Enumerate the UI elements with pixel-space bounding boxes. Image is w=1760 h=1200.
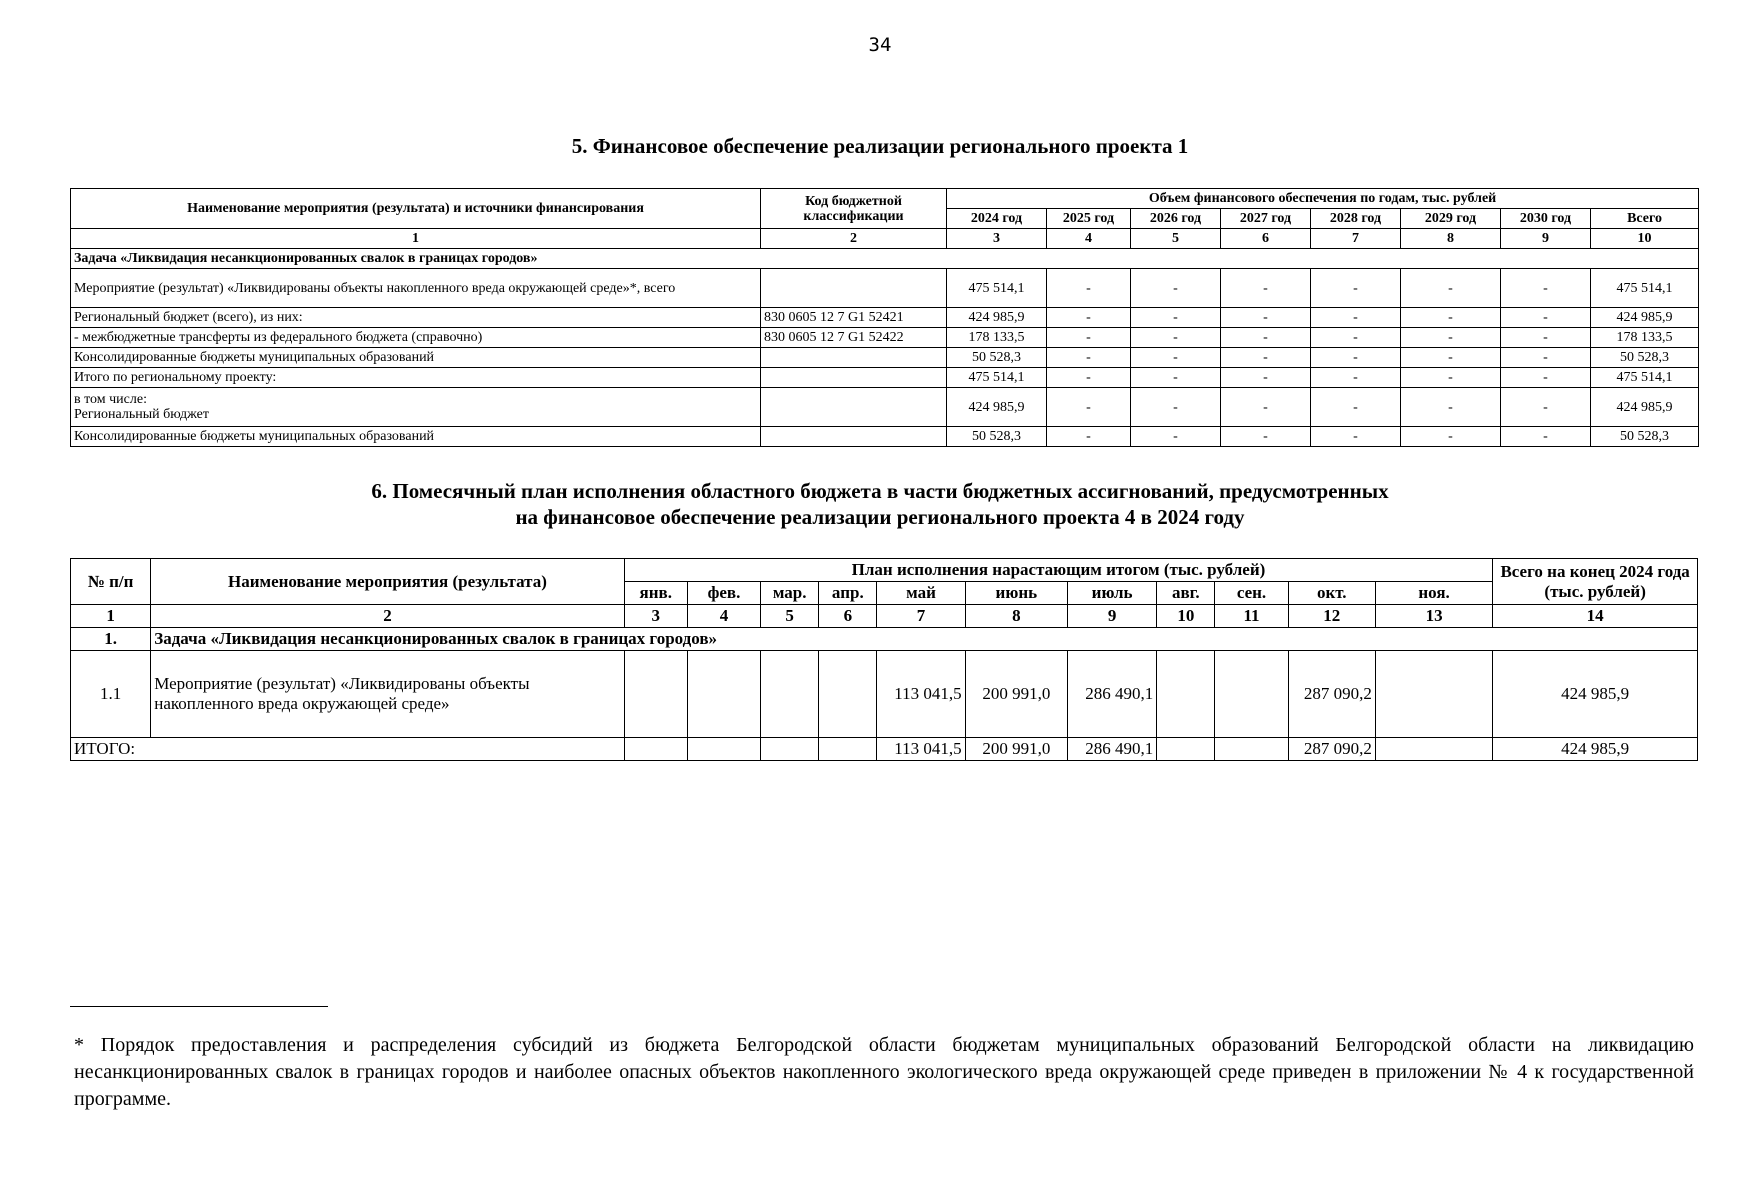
row-dash: - (1221, 348, 1311, 368)
section-6-title-line1: 6. Помесячный план исполнения областного бюджета в части бюджетных ассигнований, предусмотренных (371, 479, 1389, 503)
row-total: 424 985,9 (1591, 388, 1699, 427)
row-dash: - (1131, 328, 1221, 348)
section-6-title-line2: на финансовое обеспечение реализации регионального проекта 4 в 2024 году (515, 505, 1245, 529)
column-number: 13 (1375, 605, 1492, 628)
row-dash: - (1221, 328, 1311, 348)
row-name: Мероприятие (результат) «Ликвидированы объекты накопленного вреда окружающей среде» (151, 651, 624, 738)
column-number: 4 (687, 605, 760, 628)
cell-mar (761, 738, 819, 761)
table-row (71, 388, 1699, 427)
row-name-line1: в том числе: (74, 392, 147, 407)
row-dash: - (1501, 348, 1591, 368)
column-number: 6 (819, 605, 877, 628)
column-number: 5 (1131, 229, 1221, 249)
footnote: * Порядок предоставления и распределения субсидий из бюджета Белгородской области бюджетам муниципальных образований Белгородской области на ликвидацию несанкционированных свалок в границах городов и наиболее опасных объектов накопленного экологического вреда окружающей среде приведен в приложении № 4 к государственной программе. (74, 1034, 1694, 1110)
financing-table (70, 188, 1699, 447)
row-dash: - (1311, 368, 1401, 388)
row-name: Итого по региональному проекту: (71, 368, 761, 388)
cell-july: 286 490,1 (1067, 651, 1156, 738)
cell-june: 200 991,0 (965, 651, 1067, 738)
cell-jan (624, 738, 687, 761)
row-dash: - (1311, 348, 1401, 368)
header-year: 2028 год (1311, 209, 1401, 229)
row-dash: - (1131, 368, 1221, 388)
cell-feb (687, 738, 760, 761)
table-row (71, 308, 1699, 328)
header-month: май (877, 582, 965, 605)
table-row (71, 269, 1699, 308)
row-2024: 475 514,1 (947, 368, 1047, 388)
header-year: 2026 год (1131, 209, 1221, 229)
task-row: Задача «Ликвидация несанкционированных свалок в границах городов» (71, 249, 1699, 269)
column-number: 3 (947, 229, 1047, 249)
row-dash: - (1401, 388, 1501, 427)
row-2024: 178 133,5 (947, 328, 1047, 348)
row-name (71, 388, 761, 427)
column-number: 7 (877, 605, 965, 628)
row-dash: - (1221, 269, 1311, 308)
cell-total: 424 985,9 (1493, 738, 1698, 761)
row-total: 50 528,3 (1591, 427, 1699, 447)
row-dash: - (1311, 388, 1401, 427)
row-2024: 50 528,3 (947, 427, 1047, 447)
row-name-line2: Региональный бюджет (74, 407, 209, 422)
header-month: авг. (1157, 582, 1215, 605)
cell-mar (761, 651, 819, 738)
header-month: апр. (819, 582, 877, 605)
row-dash: - (1311, 269, 1401, 308)
header-month: фев. (687, 582, 760, 605)
cell-apr (819, 738, 877, 761)
row-dash: - (1047, 348, 1131, 368)
cell-aug (1157, 738, 1215, 761)
column-number: 2 (151, 605, 624, 628)
row-dash: - (1401, 328, 1501, 348)
cell-feb (687, 651, 760, 738)
row-2024: 50 528,3 (947, 348, 1047, 368)
header-month: окт. (1288, 582, 1375, 605)
column-number: 8 (965, 605, 1067, 628)
row-name: Региональный бюджет (всего), из них: (71, 308, 761, 328)
section-5-title: 5. Финансовое обеспечение реализации регионального проекта 1 (571, 134, 1189, 158)
column-number: 10 (1157, 605, 1215, 628)
row-dash: - (1311, 427, 1401, 447)
row-dash: - (1401, 269, 1501, 308)
cell-may: 113 041,5 (877, 651, 965, 738)
header-name: Наименование мероприятия (результата) и источники финансирования (71, 189, 761, 229)
row-dash: - (1047, 328, 1131, 348)
column-number: 14 (1493, 605, 1698, 628)
table-row (71, 368, 1699, 388)
row-dash: - (1047, 388, 1131, 427)
task-number: 1. (71, 628, 151, 651)
header-month: июль (1067, 582, 1156, 605)
header-code: Код бюджетной классификации (761, 189, 947, 229)
row-total: 178 133,5 (1591, 328, 1699, 348)
column-number: 7 (1311, 229, 1401, 249)
row-dash: - (1221, 308, 1311, 328)
row-dash: - (1501, 328, 1591, 348)
column-number: 11 (1215, 605, 1288, 628)
header-name: Наименование мероприятия (результата) (151, 559, 624, 605)
row-name: Консолидированные бюджеты муниципальных образований (71, 427, 761, 447)
row-dash: - (1501, 427, 1591, 447)
header-total: Всего (1591, 209, 1699, 229)
row-total: 50 528,3 (1591, 348, 1699, 368)
cell-oct: 287 090,2 (1288, 738, 1375, 761)
row-name: Консолидированные бюджеты муниципальных образований (71, 348, 761, 368)
cell-total: 424 985,9 (1493, 651, 1698, 738)
row-code (761, 368, 947, 388)
itogo-label: ИТОГО: (71, 738, 625, 761)
header-year: 2029 год (1401, 209, 1501, 229)
row-name: - межбюджетные трансферты из федерального бюджета (справочно) (71, 328, 761, 348)
header-plan: План исполнения нарастающим итогом (тыс. рублей) (624, 559, 1493, 582)
header-year: 2027 год (1221, 209, 1311, 229)
row-2024: 424 985,9 (947, 308, 1047, 328)
header-month: сен. (1215, 582, 1288, 605)
monthly-plan-table (70, 558, 1698, 761)
row-2024: 424 985,9 (947, 388, 1047, 427)
row-dash: - (1047, 427, 1131, 447)
row-code (761, 427, 947, 447)
header-year: 2030 год (1501, 209, 1591, 229)
header-month: ноя. (1375, 582, 1492, 605)
table-row (71, 328, 1699, 348)
column-number: 1 (71, 605, 151, 628)
table-row (71, 651, 1698, 738)
row-dash: - (1047, 269, 1131, 308)
column-number: 5 (761, 605, 819, 628)
row-dash: - (1131, 388, 1221, 427)
column-number: 8 (1401, 229, 1501, 249)
row-code: 830 0605 12 7 G1 52422 (761, 328, 947, 348)
row-code (761, 348, 947, 368)
row-dash: - (1047, 368, 1131, 388)
row-dash: - (1221, 427, 1311, 447)
row-2024: 475 514,1 (947, 269, 1047, 308)
page-number: 34 (868, 34, 892, 56)
row-name: Мероприятие (результат) «Ликвидированы объекты накопленного вреда окружающей среде»*, всего (71, 269, 761, 308)
column-number: 2 (761, 229, 947, 249)
header-month: июнь (965, 582, 1067, 605)
header-year: 2024 год (947, 209, 1047, 229)
row-dash: - (1401, 348, 1501, 368)
column-number: 6 (1221, 229, 1311, 249)
row-dash: - (1311, 308, 1401, 328)
cell-nov (1375, 738, 1492, 761)
task-row: Задача «Ликвидация несанкционированных свалок в границах городов» (151, 628, 1698, 651)
row-dash: - (1131, 308, 1221, 328)
row-dash: - (1047, 308, 1131, 328)
column-number: 12 (1288, 605, 1375, 628)
column-number: 4 (1047, 229, 1131, 249)
row-dash: - (1401, 427, 1501, 447)
cell-apr (819, 651, 877, 738)
section-6-title (0, 478, 1760, 530)
cell-sep (1215, 738, 1288, 761)
header-month: мар. (761, 582, 819, 605)
header-total: Всего на конец 2024 года (тыс. рублей) (1493, 559, 1698, 605)
cell-aug (1157, 651, 1215, 738)
row-dash: - (1401, 368, 1501, 388)
row-total: 424 985,9 (1591, 308, 1699, 328)
table-row (71, 427, 1699, 447)
column-number: 9 (1501, 229, 1591, 249)
footnote-divider (70, 1006, 328, 1007)
column-number: 10 (1591, 229, 1699, 249)
cell-oct: 287 090,2 (1288, 651, 1375, 738)
column-number: 1 (71, 229, 761, 249)
row-total: 475 514,1 (1591, 269, 1699, 308)
row-dash: - (1501, 388, 1591, 427)
row-num: 1.1 (71, 651, 151, 738)
header-num: № п/п (71, 559, 151, 605)
row-total: 475 514,1 (1591, 368, 1699, 388)
row-dash: - (1221, 388, 1311, 427)
row-code (761, 269, 947, 308)
column-number: 3 (624, 605, 687, 628)
row-dash: - (1131, 427, 1221, 447)
itogo-row (71, 738, 1698, 761)
cell-june: 200 991,0 (965, 738, 1067, 761)
row-dash: - (1501, 368, 1591, 388)
column-number: 9 (1067, 605, 1156, 628)
row-dash: - (1501, 269, 1591, 308)
row-dash: - (1221, 368, 1311, 388)
row-code (761, 388, 947, 427)
row-dash: - (1311, 328, 1401, 348)
row-dash: - (1131, 269, 1221, 308)
row-dash: - (1401, 308, 1501, 328)
row-code: 830 0605 12 7 G1 52421 (761, 308, 947, 328)
header-month: янв. (624, 582, 687, 605)
row-dash: - (1501, 308, 1591, 328)
header-volume: Объем финансового обеспечения по годам, тыс. рублей (947, 189, 1699, 209)
cell-nov (1375, 651, 1492, 738)
cell-july: 286 490,1 (1067, 738, 1156, 761)
row-dash: - (1131, 348, 1221, 368)
table-row (71, 348, 1699, 368)
cell-may: 113 041,5 (877, 738, 965, 761)
header-year: 2025 год (1047, 209, 1131, 229)
cell-jan (624, 651, 687, 738)
cell-sep (1215, 651, 1288, 738)
